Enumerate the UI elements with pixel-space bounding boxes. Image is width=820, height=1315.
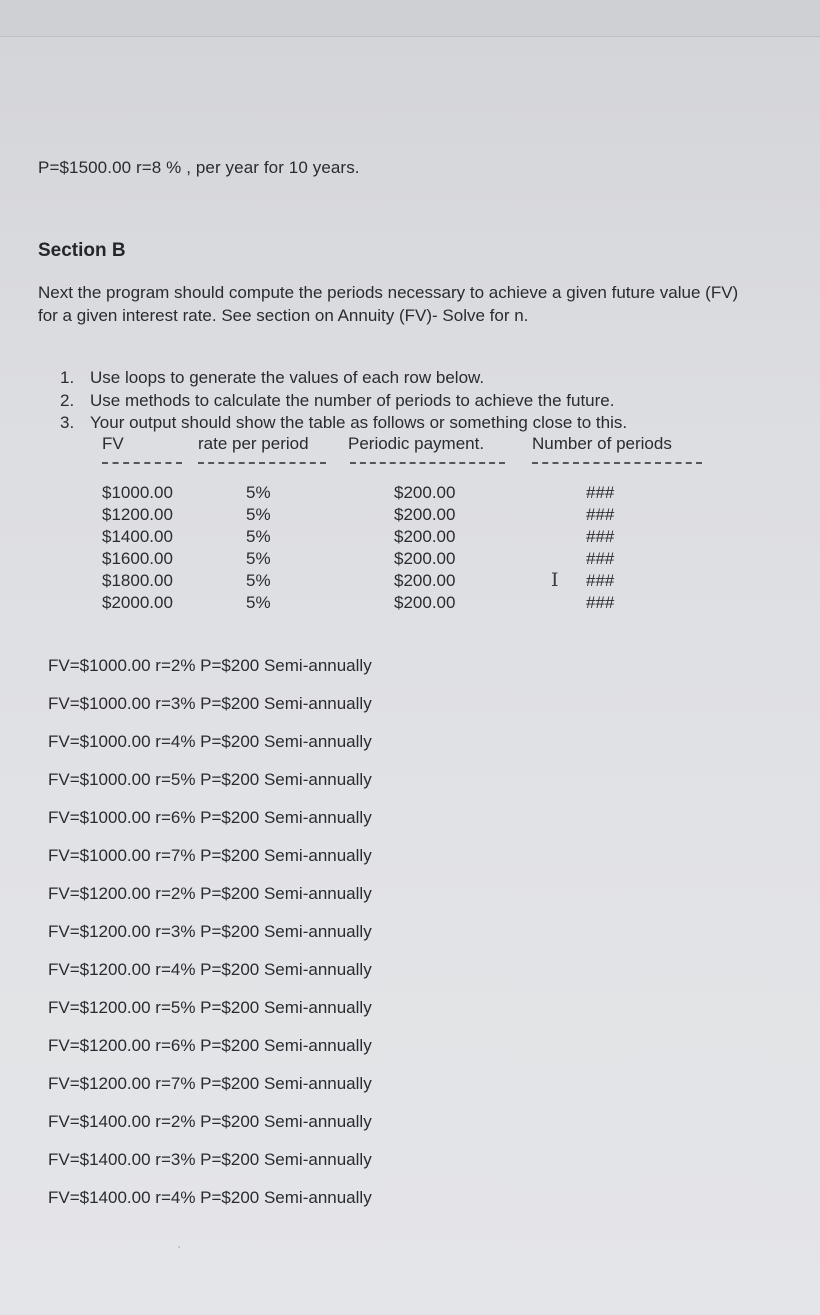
cell-periods: ### [586,505,615,524]
cell-fv: $1400.00 [102,527,173,546]
cell-rate: 5% [246,527,271,546]
output-line: FV=$1000.00 r=3% P=$200 Semi-annually [48,694,372,713]
cell-payment: $200.00 [394,549,456,568]
instruction-text: Use methods to calculate the number of periods to achieve the future. [90,390,615,410]
cell-payment: $200.00 [394,527,456,546]
cell-rate: 5% [246,571,271,590]
header-payment: Periodic payment. [348,434,485,453]
cell-periods: ### [586,483,615,502]
output-line: FV=$1200.00 r=6% P=$200 Semi-annually [48,1036,372,1055]
cell-fv: $1000.00 [102,483,173,502]
output-line: FV=$1000.00 r=2% P=$200 Semi-annually [48,656,372,675]
header-divider [532,462,702,464]
header-divider [102,462,182,464]
instruction-number: 1. [60,368,75,387]
output-line: FV=$1400.00 r=4% P=$200 Semi-annually [48,1188,372,1207]
output-line: FV=$1000.00 r=4% P=$200 Semi-annually [48,732,372,751]
dust-speck [178,1246,180,1248]
cell-fv: $1600.00 [102,549,173,568]
cell-fv: $2000.00 [102,593,173,612]
output-lines [48,655,372,1225]
header-fv: FV [102,434,124,453]
section-heading: Section B [38,240,126,261]
header-divider [198,462,326,464]
periods-table [0,0,820,640]
output-line: FV=$1400.00 r=2% P=$200 Semi-annually [48,1112,372,1131]
cell-rate: 5% [246,593,271,612]
header-rate: rate per period [198,434,309,453]
cell-payment: $200.00 [394,593,456,612]
instruction-text: Use loops to generate the values of each row below. [90,368,485,387]
instruction-number: 3. [60,413,75,432]
output-line: FV=$1200.00 r=7% P=$200 Semi-annually [48,1074,372,1093]
output-line: FV=$1000.00 r=5% P=$200 Semi-annually [48,770,372,789]
output-line: FV=$1200.00 r=4% P=$200 Semi-annually [48,960,372,979]
cell-fv: $1800.00 [102,571,173,590]
instruction-text: Your output should show the table as follows or something close to this. [90,413,628,432]
cell-rate: 5% [246,505,271,524]
cell-periods: ### [586,527,615,546]
header-divider [350,462,505,464]
cell-periods: ### [586,593,615,612]
output-line: FV=$1000.00 r=7% P=$200 Semi-annually [48,846,372,865]
cell-periods: ### [586,549,615,568]
instruction-number: 2. [60,390,75,410]
output-line: FV=$1400.00 r=3% P=$200 Semi-annually [48,1150,372,1169]
cell-rate: 5% [246,549,271,568]
text-cursor-icon: I [551,569,559,591]
output-line: FV=$1200.00 r=3% P=$200 Semi-annually [48,922,372,941]
section-description: Next the program should compute the periods necessary to achieve a given future value (FV) for a given interest rate. See section on Annuity (FV)- Solve for n. [38,283,739,325]
intro-line: P=$1500.00 r=8 % , per year for 10 years. [38,158,360,177]
cell-fv: $1200.00 [102,505,173,524]
output-line: FV=$1200.00 r=2% P=$200 Semi-annually [48,884,372,903]
output-line: FV=$1000.00 r=6% P=$200 Semi-annually [48,808,372,827]
header-periods: Number of periods [532,434,672,453]
cell-rate: 5% [246,483,271,502]
cell-payment: $200.00 [394,571,456,590]
cell-payment: $200.00 [394,483,456,502]
output-line: FV=$1200.00 r=5% P=$200 Semi-annually [48,998,372,1017]
cell-payment: $200.00 [394,505,456,524]
cell-periods: ### [586,571,615,590]
